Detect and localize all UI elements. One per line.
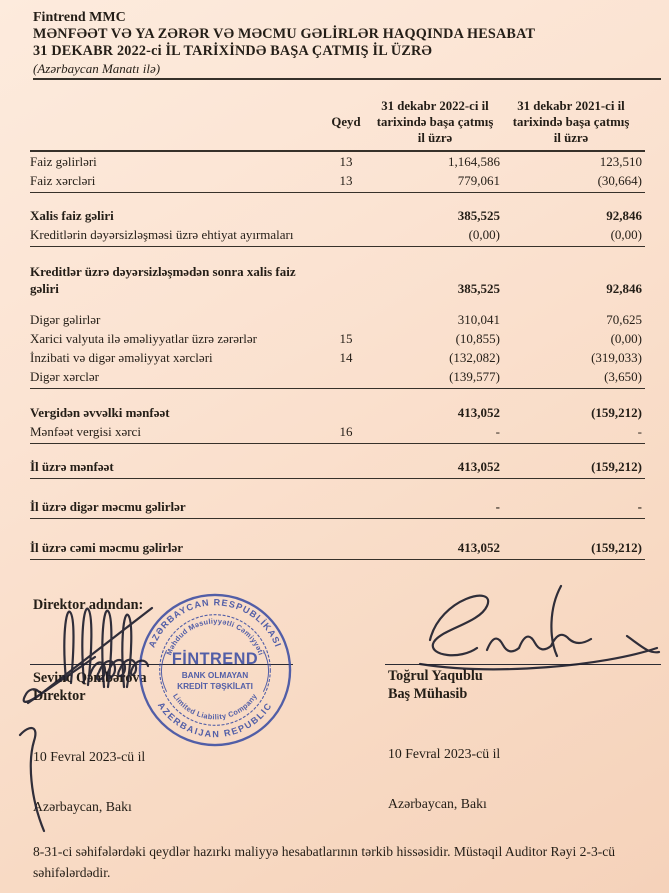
director-signature-scribble (12, 575, 252, 845)
stamp-outer-bottom-text: AZERBAIJAN REPUBLIC (155, 700, 275, 740)
company-name: Fintrend MMC (33, 10, 126, 25)
stamp-inner-bottom-text: Limited Liability Company (171, 691, 259, 722)
table-row (30, 310, 645, 329)
stamp-outer-top-text: AZƏRBAYCAN RESPUBLİKASI (146, 597, 284, 650)
row-label: Mənfəət vergisi xərci (30, 424, 141, 439)
row-value-2022: (139,577) (449, 369, 500, 384)
row-value-2022: 413,052 (457, 459, 500, 474)
currency-note: (Azərbaycan Manatı ilə) (33, 61, 161, 76)
row-value-2021: (319,033) (591, 350, 642, 365)
row-label: İl üzrə digər məcmu gəlirlər (30, 499, 186, 514)
row-value-2021: (159,212) (591, 459, 642, 474)
footnote: 8-31-ci səhifələrdəki qeydlər hazırkı maliyyə hesabatlarının tərkib hissəsidir. Müstəqil Auditor Rəyi 2-3-cü səhifələrdədir. (33, 844, 616, 880)
row-note: 15 (339, 331, 353, 346)
row-note: 16 (339, 424, 353, 439)
table-row (30, 225, 645, 247)
row-label: İl üzrə cəmi məcmu gəlirlər (30, 540, 184, 555)
row-value-2022: 310,041 (457, 312, 500, 327)
signatory-right-name: Toğrul Yaqublu (388, 668, 483, 684)
row-label: Faiz gəlirləri (30, 154, 97, 169)
col-header-2021: 31 dekabr 2021-ci il tarixində başa çatmış il üzrə (512, 99, 630, 145)
row-label: Digər xərclər (30, 369, 99, 384)
signatory-right-title: Baş Mühasib (388, 686, 468, 702)
col-header-2022: 31 dekabr 2022-ci il tarixində başa çatmış il üzrə (376, 99, 494, 145)
signature-heading: Direktor adından: (33, 597, 144, 613)
row-value-2021: (159,212) (591, 405, 642, 420)
stamp-inner-top-text: Məhdud Məsuliyyətli Cəmiyyəti (164, 616, 266, 657)
table-row (30, 538, 645, 560)
table-row (30, 152, 645, 171)
report-header (0, 0, 669, 80)
row-value-2021: (0,00) (610, 227, 642, 242)
date-right: 10 Fevral 2023-cü il (388, 746, 501, 761)
row-value-2022: (132,082) (449, 350, 500, 365)
row-label: Faiz xərcləri (30, 173, 96, 188)
table-row (30, 329, 645, 348)
row-value-2022: (10,855) (455, 331, 500, 346)
row-label: Xalis faiz gəliri (30, 208, 114, 223)
location-left: Azərbaycan, Bakı (33, 799, 132, 814)
row-value-2022: - (495, 424, 500, 439)
table-row (30, 422, 645, 444)
table-row (30, 457, 645, 479)
table-header-row (30, 97, 645, 152)
row-label: Digər gəlirlər (30, 312, 101, 327)
row-value-2021: (3,650) (604, 369, 642, 384)
row-value-2021: - (637, 424, 642, 439)
row-value-2021: - (637, 499, 642, 514)
table-row (30, 497, 645, 519)
row-value-2021: 92,846 (606, 281, 642, 296)
row-label: Kreditlər üzrə dəyərsizləşmədən sonra xalis faiz gəliri (30, 264, 296, 296)
signatory-left-title: Direktor (33, 688, 86, 704)
table-row (30, 262, 645, 298)
table-row (30, 206, 645, 225)
row-note: 14 (339, 350, 353, 365)
row-label: Vergidən əvvəlki mənfəət (30, 405, 170, 420)
row-value-2022: 385,525 (457, 208, 500, 223)
row-value-2022: (0,00) (468, 227, 500, 242)
row-value-2021: (30,664) (597, 173, 642, 188)
stamp-brand-text: FİNTREND (171, 650, 259, 669)
row-value-2021: (159,212) (591, 540, 642, 555)
table-row (30, 171, 645, 193)
row-label: Kreditlərin dəyərsizləşməsi üzrə ehtiyat ayırmaları (30, 227, 294, 242)
row-value-2021: 123,510 (599, 154, 642, 169)
row-value-2021: 92,846 (606, 208, 642, 223)
row-value-2021: 70,625 (606, 312, 642, 327)
row-label: Xarici valyuta ilə əməliyyatlar üzrə zərərlər (30, 331, 258, 346)
table-row (30, 367, 645, 389)
location-right: Azərbaycan, Bakı (388, 796, 487, 811)
row-note: 13 (339, 154, 353, 169)
report-title-line2: 31 DEKABR 2022-ci İL TARİXİNDƏ BAŞA ÇATMIŞ İL ÜZRƏ (33, 43, 433, 59)
table-row (30, 403, 645, 422)
income-statement-table (30, 97, 645, 560)
accountant-signature-scribble (365, 578, 665, 678)
row-value-2022: 779,061 (457, 173, 500, 188)
row-value-2022: - (495, 499, 500, 514)
row-value-2022: 1,164,586 (448, 154, 500, 169)
row-value-2022: 385,525 (457, 281, 500, 296)
signatory-left-name: Sevinc Qəmbərova (33, 670, 147, 686)
table-row (30, 348, 645, 367)
row-label: İnzibati və digər əməliyyat xərcləri (30, 350, 213, 365)
stamp-center-line3: KREDİT TƏŞKİLATI (177, 680, 253, 691)
row-value-2022: 413,052 (457, 540, 500, 555)
row-note: 13 (339, 173, 353, 188)
stamp-center-line2: BANK OLMAYAN (181, 669, 249, 680)
row-value-2022: 413,052 (457, 405, 500, 420)
date-left: 10 Fevral 2023-cü il (33, 749, 146, 764)
report-title-line1: MƏNFƏƏT VƏ YA ZƏRƏR VƏ MƏCMU GƏLİRLƏR HAQQINDA HESABAT (33, 26, 536, 42)
header-divider (33, 78, 661, 80)
row-value-2021: (0,00) (610, 331, 642, 346)
row-label: İl üzrə mənfəət (30, 459, 114, 474)
col-header-note: Qeyd (331, 115, 361, 129)
